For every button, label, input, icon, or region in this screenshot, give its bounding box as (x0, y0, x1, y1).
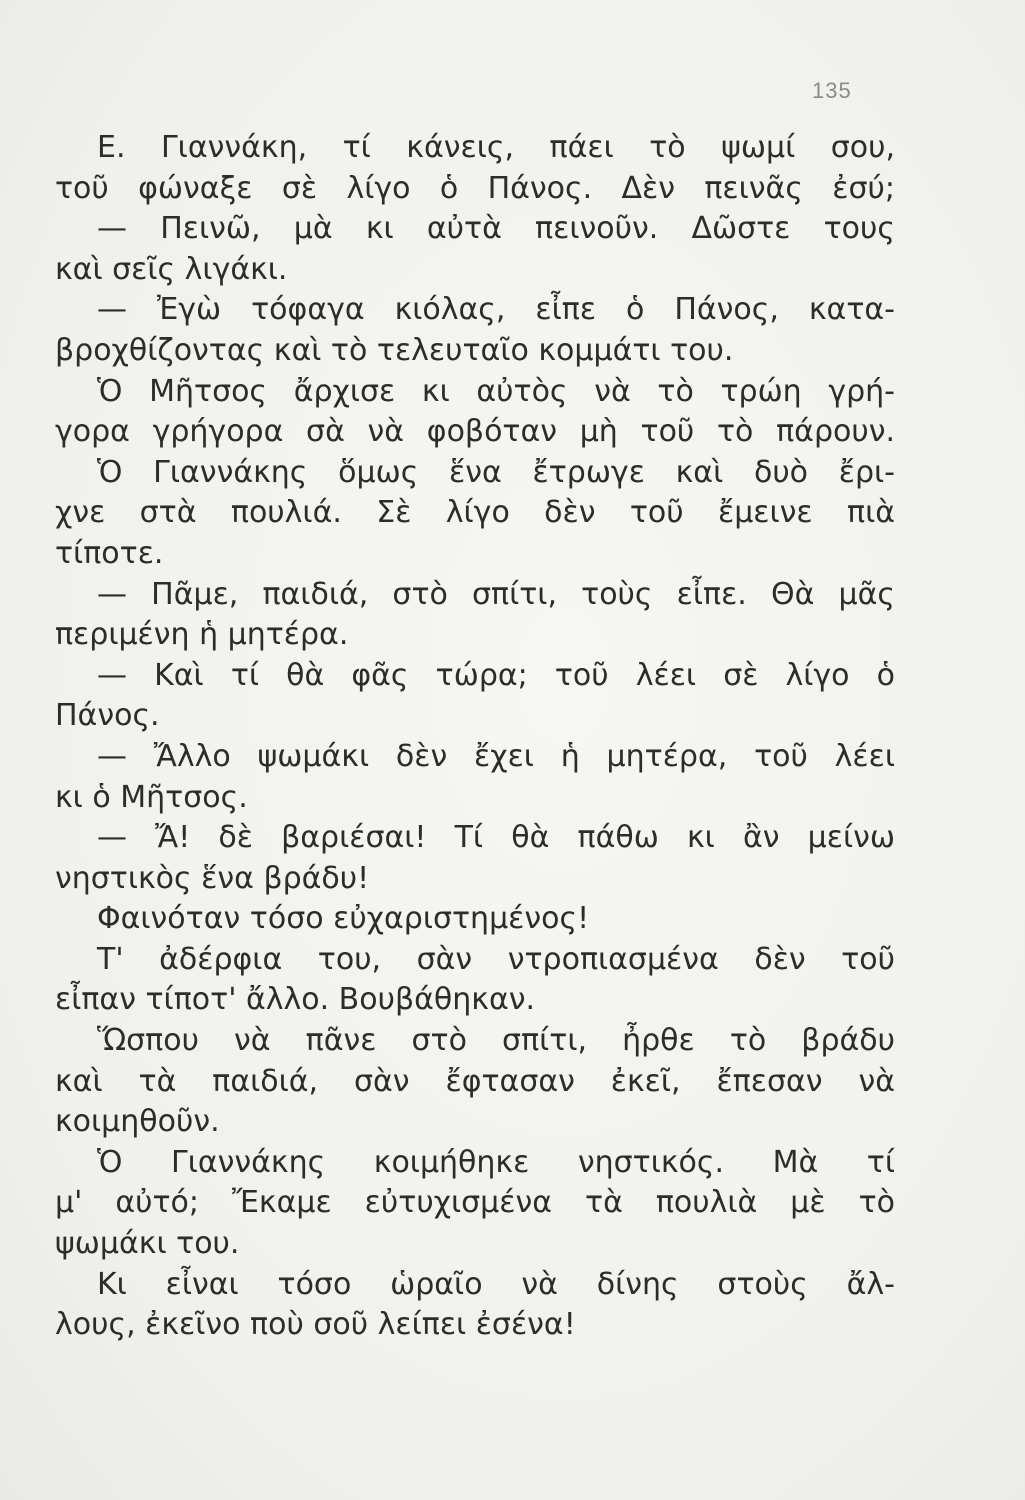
text-line: καὶ τὰ παιδιά, σὰν ἔφτασαν ἐκεῖ, ἔπεσαν νὰ (55, 1063, 895, 1099)
text-line: Πάνος. (55, 698, 160, 734)
body-text (55, 128, 895, 1346)
text-line: — Καὶ τί θὰ φᾶς τώρα; τοῦ λέει σὲ λίγο ὁ (97, 657, 895, 693)
text-line: λους, ἐκεῖνο ποὺ σοῦ λείπει ἐσένα! (55, 1307, 576, 1343)
text-line: Ὁ Γιαννάκης κοιμήθηκε νηστικός. Μὰ τί (97, 1144, 895, 1180)
text-line: νηστικὸς ἕνα βράδυ! (55, 860, 370, 896)
text-line: — Ἄ! δὲ βαριέσαι! Τί θὰ πάθω κι ἂν μείνω (97, 820, 895, 856)
text-line: Ὥσπου νὰ πᾶνε στὸ σπίτι, ἦρθε τὸ βράδυ (97, 1023, 895, 1059)
page-number: 135 (812, 78, 852, 103)
text-line: Ὁ Γιαννάκης ὅμως ἕνα ἔτρωγε καὶ δυὸ ἔρι- (97, 454, 895, 490)
text-line: χνε στὰ πουλιά. Σὲ λίγο δὲν τοῦ ἔμεινε πιὰ (55, 495, 895, 531)
text-line: κοιμηθοῦν. (55, 1104, 220, 1140)
text-line: μ' αὐτό; Ἔκαμε εὐτυχισμένα τὰ πουλιὰ μὲ τὸ (55, 1185, 895, 1221)
text-line: Φαινόταν τόσο εὐχαριστημένος! (97, 901, 590, 937)
text-line: — Ἄλλο ψωμάκι δὲν ἔχει ἡ μητέρα, τοῦ λέει (97, 738, 895, 774)
text-line: — Πεινῶ, μὰ κι αὐτὰ πεινοῦν. Δῶστε τους (97, 211, 895, 247)
text-line: τοῦ φώναξε σὲ λίγο ὁ Πάνος. Δὲν πεινᾶς ἐσύ; (55, 170, 895, 206)
text-line: ψωμάκι του. (55, 1226, 240, 1262)
text-line: τίποτε. (55, 535, 164, 571)
text-line: γορα γρήγορα σὰ νὰ φοβόταν μὴ τοῦ τὸ πάρουν. (55, 414, 895, 450)
text-line: περιμένη ἡ μητέρα. (55, 617, 349, 653)
text-line: Ὁ Μῆτσος ἄρχισε κι αὐτὸς νὰ τὸ τρώη γρή- (97, 373, 895, 409)
text-line: Τ' ἀδέρφια του, σὰν ντροπιασμένα δὲν τοῦ (97, 941, 895, 977)
text-line: Κι εἶναι τόσο ὡραῖο νὰ δίνης στοὺς ἄλ- (97, 1266, 895, 1302)
text-line: — Πᾶμε, παιδιά, στὸ σπίτι, τοὺς εἶπε. Θὰ μᾶς (97, 576, 895, 612)
text-line: Ε. Γιαννάκη, τί κάνεις, πάει τὸ ψωμί σου, (97, 130, 895, 165)
text-line: εἶπαν τίποτ' ἄλλο. Βουβάθηκαν. (55, 982, 536, 1018)
text-line: — Ἐγὼ τόφαγα κιόλας, εἶπε ὁ Πάνος, κατα- (97, 292, 895, 328)
text-line: κι ὁ Μῆτσος. (55, 779, 248, 815)
text-line: βροχθίζοντας καὶ τὸ τελευταῖο κομμάτι του. (55, 332, 734, 368)
text-line: καὶ σεῖς λιγάκι. (55, 251, 288, 287)
